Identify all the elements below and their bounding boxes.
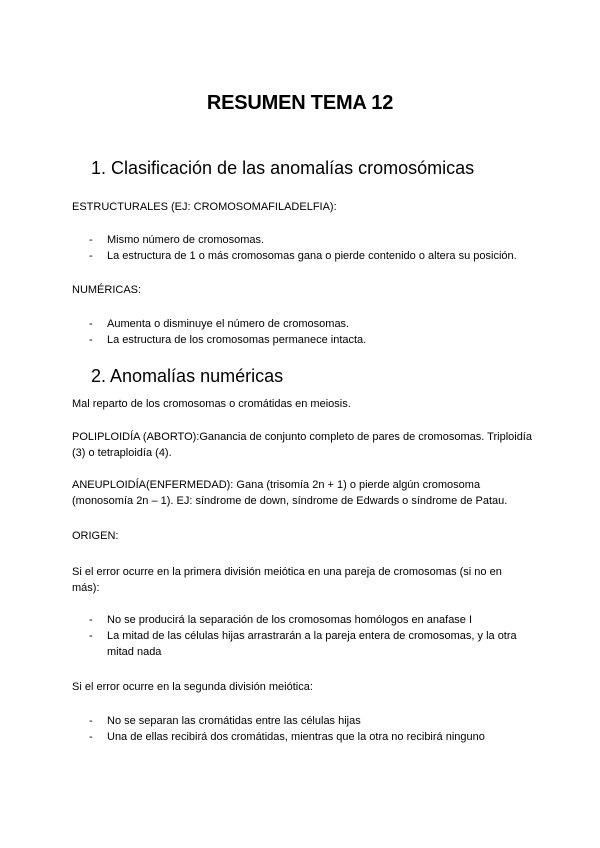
bullet-dash: -	[89, 715, 93, 727]
bullet-dash: -	[89, 731, 93, 743]
poliploidia-paragraph: POLIPLOIDÍA (ABORTO):Ganancia de conjunto completo de pares de cromosomas. Triploidía (3) o tetraploidía (4).	[72, 431, 532, 459]
bullet-dash: -	[89, 334, 93, 346]
bullet-dash: -	[89, 250, 93, 262]
document-title: RESUMEN TEMA 12	[206, 92, 394, 114]
list-item: - La estructura de 1 o más cromosomas gana o pierde contenido o altera su posición.	[89, 250, 517, 262]
list-item: - La mitad de las células hijas arrastrarán a la pareja entera de cromosomas, y la otra mitad nada	[89, 630, 517, 658]
estructurales-label: ESTRUCTURALES (EJ: CROMOSOMAFILADELFIA):	[72, 201, 337, 213]
segunda-division-intro: Si el error ocurre en la segunda división meiótica:	[72, 681, 313, 693]
list-item: - La estructura de los cromosomas permanece intacta.	[89, 334, 367, 346]
bullet-dash: -	[89, 614, 93, 626]
list-item: - Una de ellas recibirá dos cromátidas, mientras que la otra no recibirá ninguno	[89, 731, 485, 743]
section-2-heading: 2. Anomalías numéricas	[91, 366, 284, 386]
aneuploidia-paragraph: ANEUPLOIDÍA(ENFERMEDAD): Gana (trisomía 2n + 1) o pierde algún cromosoma (monosomía 2n – 1). EJ: síndrome de down, síndrome de Edwards o síndrome de Patau.	[72, 479, 508, 507]
primera-division-list	[72, 612, 532, 660]
list-item: - No se separan las cromátidas entre las células hijas	[89, 715, 361, 727]
numericas-list	[72, 316, 532, 348]
origen-label: ORIGEN:	[72, 530, 119, 542]
estructurales-list	[72, 232, 532, 264]
numericas-label: NUMÉRICAS:	[72, 284, 142, 296]
section-1-heading: 1. Clasificación de las anomalías cromosómicas	[91, 158, 475, 178]
bullet-dash: -	[89, 234, 93, 246]
bullet-dash: -	[89, 630, 93, 642]
primera-division-intro: Si el error ocurre en la primera división meiótica en una pareja de cromosomas (si no en más):	[72, 566, 502, 594]
list-item: - Aumenta o disminuye el número de cromosomas.	[89, 318, 350, 330]
list-item: - No se producirá la separación de los cromosomas homólogos en anafase I	[89, 614, 473, 626]
segunda-division-list	[72, 713, 532, 745]
list-item: - Mismo número de cromosomas.	[89, 234, 265, 246]
bullet-dash: -	[89, 318, 93, 330]
section-2-intro: Mal reparto de los cromosomas o cromátidas en meiosis.	[72, 398, 351, 410]
